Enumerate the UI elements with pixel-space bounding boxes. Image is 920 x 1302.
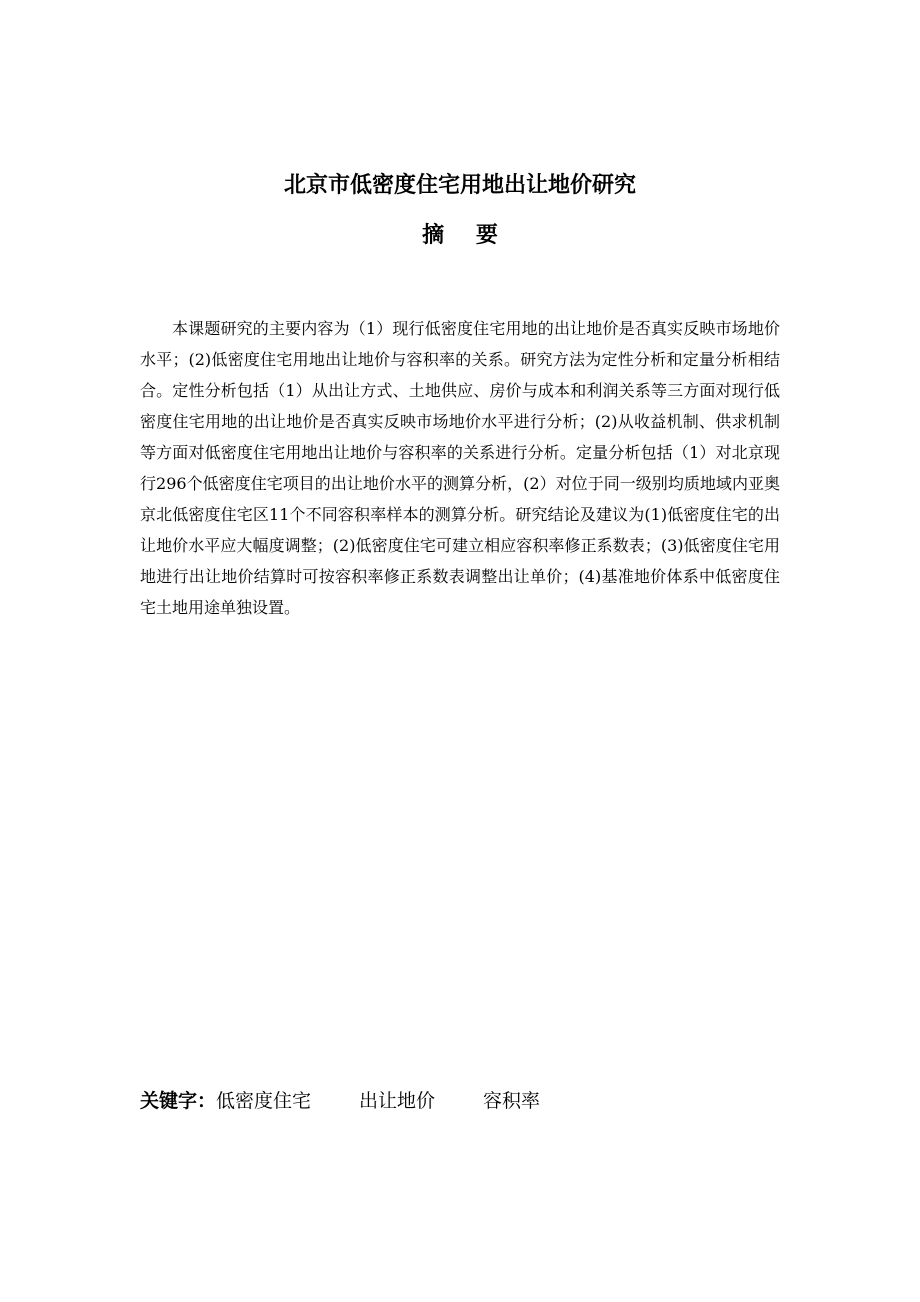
keywords-label: 关键字： [140, 1090, 217, 1112]
abstract-heading: 摘 要 [422, 223, 510, 248]
keyword-item: 低密度住宅 [216, 1090, 312, 1112]
document-title: 北京市低密度住宅用地出让地价研究 [283, 173, 636, 198]
abstract-paragraph: 本课题研究的主要内容为（1）现行低密度住宅用地的出让地价是否真实反映市场地价水平；(2)低密度住宅用地出让地价与容积率的关系。研究方法为定性分析和定量分析相结合。定性分析包括（1）从出让方式、土地供应、房价与成本和利润关系等三方面对现行低密度住宅用地的出让地价是否真实反映市场地价水平进行分析；(2)从收益机制、供求机制等方面对低密度住宅用地出让地价与容积率的关系进行分析。定量分析包括（1）对北京现行296个低密度住宅项目的出让地价水平的测算分析，(2）对位于同一级别均质地域内亚奥京北低密度住宅区11个不同容积率样本的测算分析。研究结论及建议为(1)低密度住宅的出让地价水平应大幅度调整；(2)低密度住宅可建立相应容积率修正系数表；(3)低密度住宅用地进行出让地价结算时可按容积率修正系数表调整出让单价；(4)基准地价体系中低密度住宅土地用途单独设置。 [140, 319, 780, 617]
keywords-line [140, 1086, 780, 1116]
keyword-item: 容积率 [483, 1090, 541, 1112]
keyword-item: 出让地价 [359, 1090, 436, 1112]
